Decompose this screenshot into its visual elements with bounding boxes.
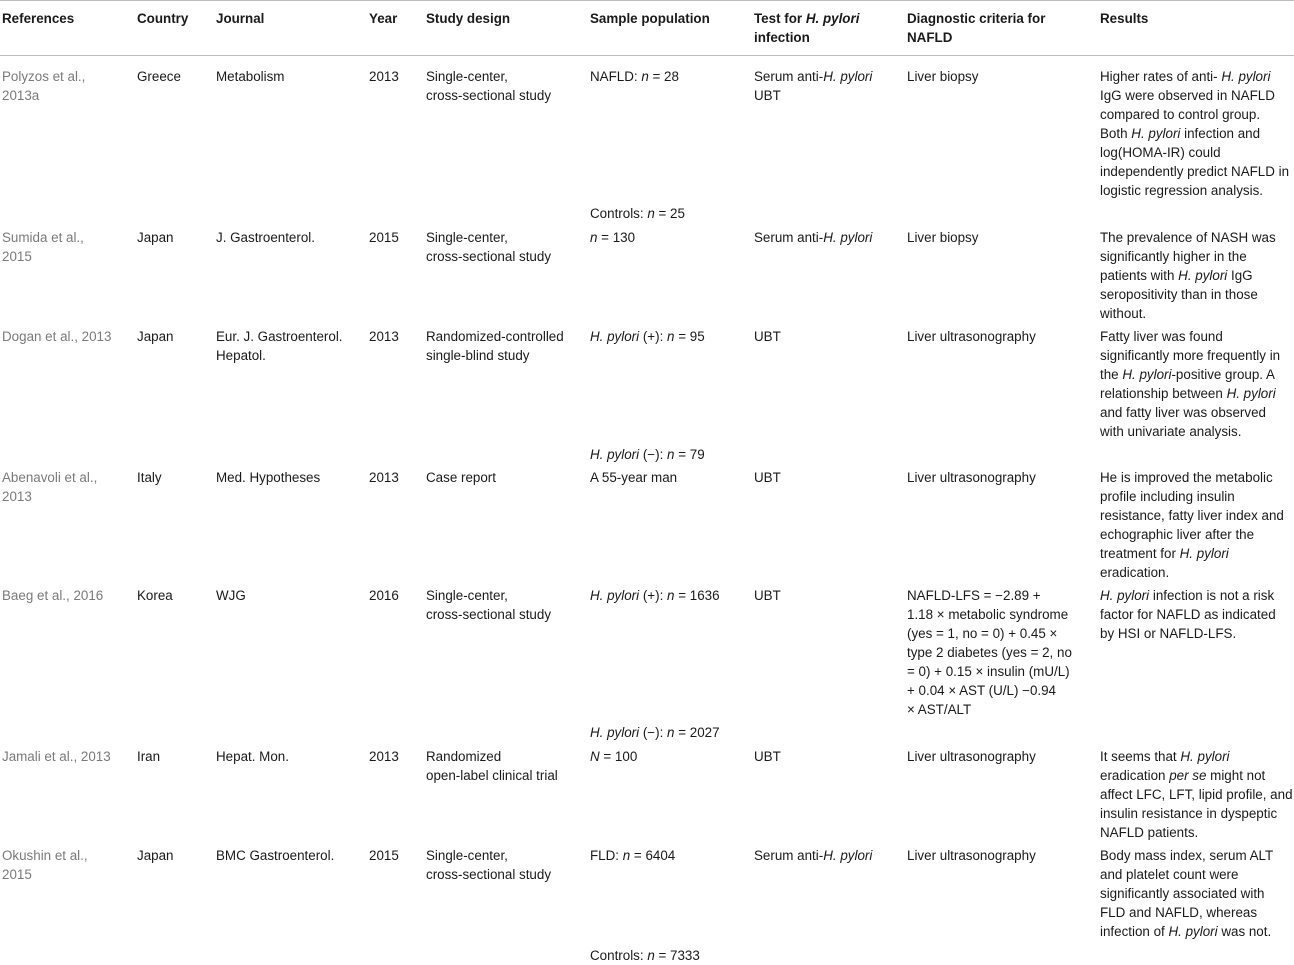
- results-line-segment: independently predict NAFLD in: [1100, 164, 1290, 179]
- results-line-segment: logistic regression analysis.: [1100, 183, 1263, 198]
- sample-population-line-segment: N: [590, 749, 600, 764]
- study-design-line: Randomized: [426, 749, 502, 764]
- test-cell: [754, 228, 872, 247]
- sample-population-cell: [590, 586, 720, 605]
- results-line-segment: H. pylori: [1122, 367, 1172, 382]
- header-diagnostic-line2: NAFLD: [907, 30, 953, 45]
- sample-population-line: [590, 228, 635, 247]
- sample-population-cell: [590, 747, 637, 766]
- sample-population-secondary-line: [590, 204, 685, 223]
- results-line: [1100, 422, 1280, 441]
- diagnostic-line-segment: Liver biopsy: [907, 69, 979, 84]
- results-line-segment: might not: [1206, 768, 1266, 783]
- test-line: [754, 228, 872, 247]
- sample-population-secondary-line-segment: = 7333: [654, 948, 700, 963]
- sample-population-cell: [590, 846, 675, 865]
- results-line-segment: without.: [1100, 306, 1147, 321]
- test-line-segment: H. pylori: [823, 69, 873, 84]
- reference-cell: [2, 747, 111, 766]
- year-cell: 2013: [369, 69, 399, 84]
- results-cell: [1100, 67, 1289, 200]
- journal-line: J. Gastroenterol.: [216, 230, 315, 245]
- sample-population-line-segment: = 6404: [630, 848, 676, 863]
- results-line: [1100, 247, 1276, 266]
- results-cell: [1100, 228, 1276, 323]
- study-design-line: cross-sectional study: [426, 607, 552, 622]
- results-line: [1100, 605, 1276, 624]
- results-line-segment: IgG: [1227, 268, 1253, 283]
- results-cell: [1100, 327, 1280, 441]
- results-line: [1100, 403, 1280, 422]
- results-line: [1100, 884, 1273, 903]
- results-line-segment: factor for NAFLD as indicated: [1100, 607, 1276, 622]
- header-study-design: Study design: [426, 11, 511, 26]
- results-line-segment: seropositivity than in those: [1100, 287, 1258, 302]
- country-cell: Iran: [137, 749, 161, 764]
- header-country: Country: [137, 11, 189, 26]
- sample-population-line-segment: A 55-year man: [590, 470, 678, 485]
- diagnostic-criteria-cell: [907, 228, 978, 247]
- results-line-segment: Body mass index, serum ALT: [1100, 848, 1274, 863]
- journal-cell: [216, 846, 334, 865]
- reference-line: Polyzos et al.,: [2, 69, 86, 84]
- test-line-segment: UBT: [754, 329, 781, 344]
- reference-cell: [2, 586, 103, 605]
- reference-line: 2013: [2, 489, 32, 504]
- journal-line: Metabolism: [216, 69, 285, 84]
- test-line-segment: Serum anti-: [754, 230, 824, 245]
- reference-line: 2015: [2, 867, 32, 882]
- results-line: [1100, 544, 1284, 563]
- sample-population-line-segment: = 1636: [674, 588, 720, 603]
- results-line-segment: resistance, fatty liver index and: [1100, 508, 1284, 523]
- results-line-segment: eradication: [1100, 768, 1170, 783]
- diagnostic-criteria-cell: [907, 846, 1036, 865]
- results-line: [1100, 525, 1284, 544]
- results-line-segment: patients with: [1100, 268, 1179, 283]
- diagnostic-criteria-cell: [907, 327, 1036, 346]
- journal-cell: [216, 327, 343, 365]
- header-test-part1: Test for: [754, 11, 806, 26]
- diagnostic-criteria-cell: [907, 67, 978, 86]
- results-line-segment: H. pylori: [1131, 126, 1181, 141]
- results-line-segment: H. pylori: [1226, 386, 1276, 401]
- sample-population-line-segment: n: [667, 329, 675, 344]
- diagnostic-line: [907, 747, 1036, 766]
- study-design-line: single-blind study: [426, 348, 530, 363]
- year-cell: 2015: [369, 230, 399, 245]
- journal-line: Eur. J. Gastroenterol.: [216, 329, 343, 344]
- results-line: [1100, 384, 1280, 403]
- sample-population-line-segment: = 100: [599, 749, 638, 764]
- results-line-segment: It seems that: [1100, 749, 1181, 764]
- sample-population-line-segment: = 28: [648, 69, 679, 84]
- diagnostic-line: [907, 586, 1072, 605]
- diagnostic-criteria-cell: [907, 468, 1036, 487]
- reference-line: Okushin et al.,: [2, 848, 88, 863]
- test-line: [754, 67, 872, 86]
- country-cell: Italy: [137, 470, 162, 485]
- results-line: [1100, 67, 1289, 86]
- diagnostic-line-segment: Liver ultrasonography: [907, 749, 1036, 764]
- country-cell: Japan: [137, 230, 174, 245]
- results-line-segment: FLD and NAFLD, whereas: [1100, 905, 1258, 920]
- results-line-segment: Higher rates of anti-: [1100, 69, 1222, 84]
- sample-population-secondary-cell: [590, 445, 705, 464]
- header-sample-population: Sample population: [590, 11, 710, 26]
- sample-population-secondary-line-segment: = 2027: [674, 725, 720, 740]
- results-line-segment: H. pylori: [1221, 69, 1271, 84]
- results-line-segment: was not.: [1217, 924, 1272, 939]
- results-line-segment: insulin resistance in dyspeptic: [1100, 806, 1278, 821]
- sample-population-line: [590, 586, 720, 605]
- test-line-segment: H. pylori: [823, 848, 873, 863]
- sample-population-line-segment: FLD:: [590, 848, 623, 863]
- results-line: [1100, 506, 1284, 525]
- study-design-line: cross-sectional study: [426, 867, 552, 882]
- results-cell: [1100, 747, 1293, 842]
- country-cell: Japan: [137, 329, 174, 344]
- diagnostic-line: [907, 846, 1036, 865]
- results-line-segment: H. pylori: [1178, 268, 1228, 283]
- study-design-line: Case report: [426, 470, 496, 485]
- sample-population-secondary-cell: [590, 723, 720, 742]
- results-line: [1100, 143, 1289, 162]
- results-line: [1100, 624, 1276, 643]
- diagnostic-line: [907, 624, 1072, 643]
- results-line: [1100, 327, 1280, 346]
- diagnostic-line-segment: NAFLD-LFS = −2.89 +: [907, 588, 1041, 603]
- results-cell: [1100, 846, 1273, 941]
- header-test: [754, 9, 859, 47]
- reference-cell: [2, 468, 97, 506]
- reference-line: Abenavoli et al.,: [2, 470, 98, 485]
- test-cell: [754, 747, 781, 766]
- sample-population-cell: [590, 327, 705, 346]
- study-design-line: Single-center,: [426, 69, 508, 84]
- results-line-segment: compared to control group.: [1100, 107, 1261, 122]
- sample-population-line-segment: H. pylori: [590, 329, 640, 344]
- test-line: [754, 327, 781, 346]
- header-test-part3: infection: [754, 30, 810, 45]
- diagnostic-line: [907, 681, 1072, 700]
- sample-population-line: [590, 468, 677, 487]
- test-line: [754, 747, 781, 766]
- results-line-segment: significantly associated with: [1100, 886, 1265, 901]
- results-line-segment: H. pylori: [1100, 588, 1150, 603]
- results-line-segment: profile including insulin: [1100, 489, 1235, 504]
- diagnostic-line-segment: Liver biopsy: [907, 230, 979, 245]
- results-line-segment: Fatty liver was found: [1100, 329, 1223, 344]
- results-line: [1100, 162, 1289, 181]
- diagnostic-line: [907, 605, 1072, 624]
- test-cell: [754, 586, 781, 605]
- sample-population-secondary-line-segment: (−):: [639, 447, 668, 462]
- diagnostic-line: [907, 327, 1036, 346]
- results-line-segment: IgG were observed in NAFLD: [1100, 88, 1275, 103]
- results-line-segment: and fatty liver was observed: [1100, 405, 1266, 420]
- header-diagnostic-line1: Diagnostic criteria for: [907, 11, 1046, 26]
- study-design-cell: [426, 228, 551, 266]
- results-line: [1100, 846, 1273, 865]
- results-line: [1100, 766, 1293, 785]
- sample-population-secondary-line-segment: = 25: [654, 206, 685, 221]
- results-cell: [1100, 586, 1276, 643]
- diagnostic-line-segment: (yes = 1, no = 0) + 0.45 ×: [907, 626, 1058, 641]
- results-line: [1100, 365, 1280, 384]
- results-line-segment: eradication.: [1100, 565, 1170, 580]
- results-line-segment: log(HOMA-IR) could: [1100, 145, 1221, 160]
- results-line: [1100, 181, 1289, 200]
- sample-population-secondary-line-segment: H. pylori: [590, 447, 640, 462]
- reference-line: 2015: [2, 249, 32, 264]
- reference-line: 2013a: [2, 88, 40, 103]
- journal-cell: [216, 586, 246, 605]
- study-design-cell: [426, 327, 564, 365]
- country-cell: Greece: [137, 69, 181, 84]
- results-line: [1100, 747, 1293, 766]
- test-line-segment: Serum anti-: [754, 69, 824, 84]
- results-line-segment: relationship between: [1100, 386, 1227, 401]
- sample-population-line-segment: (+):: [639, 588, 668, 603]
- test-line-segment: H. pylori: [823, 230, 873, 245]
- sample-population-secondary-cell: [590, 946, 700, 965]
- results-line-segment: H. pylori: [1180, 749, 1230, 764]
- sample-population-cell: [590, 67, 679, 86]
- header-year: Year: [369, 11, 398, 26]
- results-line-segment: treatment for: [1100, 546, 1180, 561]
- journal-cell: [216, 228, 315, 247]
- results-line-segment: NAFLD patients.: [1100, 825, 1199, 840]
- journal-line: Hepatol.: [216, 348, 266, 363]
- diagnostic-line: [907, 662, 1072, 681]
- test-line: [754, 846, 872, 865]
- study-design-line: Single-center,: [426, 588, 508, 603]
- year-cell: 2013: [369, 329, 399, 344]
- results-line: [1100, 285, 1276, 304]
- sample-population-line-segment: NAFLD:: [590, 69, 642, 84]
- test-line-segment: Serum anti-: [754, 848, 824, 863]
- year-cell: 2016: [369, 588, 399, 603]
- results-line: [1100, 823, 1293, 842]
- results-line: [1100, 228, 1276, 247]
- results-line-segment: infection is not a risk: [1149, 588, 1275, 603]
- study-design-line: Randomized-controlled: [426, 329, 564, 344]
- study-design-cell: [426, 846, 551, 884]
- results-line: [1100, 563, 1284, 582]
- sample-population-secondary-line-segment: = 79: [674, 447, 705, 462]
- sample-population-line: [590, 846, 675, 865]
- reference-cell: [2, 228, 84, 266]
- results-line: [1100, 804, 1293, 823]
- sample-population-secondary-line-segment: H. pylori: [590, 725, 640, 740]
- year-cell: 2013: [369, 749, 399, 764]
- sample-population-secondary-line-segment: n: [647, 206, 655, 221]
- results-line: [1100, 266, 1276, 285]
- results-line: [1100, 86, 1289, 105]
- study-design-line: Single-center,: [426, 848, 508, 863]
- sample-population-secondary-line: [590, 946, 700, 965]
- results-line-segment: by HSI or NAFLD-LFS.: [1100, 626, 1237, 641]
- year-cell: 2013: [369, 470, 399, 485]
- diagnostic-criteria-cell: [907, 586, 1072, 719]
- results-line-segment: infection of: [1100, 924, 1169, 939]
- sample-population-secondary-line-segment: n: [667, 447, 675, 462]
- diagnostic-criteria-cell: [907, 747, 1036, 766]
- test-line: [754, 586, 781, 605]
- journal-line: Med. Hypotheses: [216, 470, 321, 485]
- sample-population-secondary-line-segment: n: [667, 725, 675, 740]
- reference-cell: [2, 327, 111, 346]
- test-line: [754, 86, 872, 105]
- results-line-segment: Both: [1100, 126, 1132, 141]
- test-cell: [754, 468, 781, 487]
- sample-population-secondary-line-segment: Controls:: [590, 206, 648, 221]
- study-design-cell: [426, 67, 551, 105]
- results-line: [1100, 903, 1273, 922]
- reference-line: Jamali et al., 2013: [2, 749, 111, 764]
- results-line: [1100, 346, 1280, 365]
- journal-line: BMC Gastroenterol.: [216, 848, 335, 863]
- diagnostic-line-segment: Liver ultrasonography: [907, 329, 1036, 344]
- header-references: References: [2, 11, 75, 26]
- results-line-segment: with univariate analysis.: [1100, 424, 1242, 439]
- reference-cell: [2, 846, 88, 884]
- results-line-segment: He is improved the metabolic: [1100, 470, 1273, 485]
- results-line-segment: H. pylori: [1168, 924, 1218, 939]
- diagnostic-line-segment: × AST/ALT: [907, 702, 972, 717]
- header-diagnostic-criteria: [907, 9, 1045, 47]
- header-results: Results: [1100, 11, 1149, 26]
- sample-population-cell: [590, 228, 635, 247]
- results-line: [1100, 865, 1273, 884]
- header-test-part2: H. pylori: [805, 11, 860, 26]
- journal-cell: [216, 468, 320, 487]
- sample-population-line-segment: n: [590, 230, 598, 245]
- study-design-line: cross-sectional study: [426, 249, 552, 264]
- results-line-segment: The prevalence of NASH was: [1100, 230, 1276, 245]
- results-line: [1100, 124, 1289, 143]
- sample-population-line-segment: (+):: [639, 329, 668, 344]
- results-line-segment: significantly higher in the: [1100, 249, 1247, 264]
- study-design-line: Single-center,: [426, 230, 508, 245]
- results-line-segment: and platelet count were: [1100, 867, 1239, 882]
- sample-population-line-segment: n: [641, 69, 649, 84]
- sample-population-secondary-line: [590, 445, 705, 464]
- diagnostic-line-segment: type 2 diabetes (yes = 2, no: [907, 645, 1072, 660]
- journal-cell: [216, 67, 284, 86]
- results-line-segment: the: [1100, 367, 1123, 382]
- diagnostic-line-segment: = 0) + 0.15 × insulin (mU/L): [907, 664, 1070, 679]
- test-line-segment: UBT: [754, 88, 781, 103]
- year-cell: 2015: [369, 848, 399, 863]
- results-line: [1100, 922, 1273, 941]
- results-line: [1100, 785, 1293, 804]
- sample-population-line-segment: n: [667, 588, 675, 603]
- diagnostic-line: [907, 643, 1072, 662]
- test-line-segment: UBT: [754, 470, 781, 485]
- country-cell: Japan: [137, 848, 174, 863]
- results-line-segment: affect LFC, LFT, lipid profile, and: [1100, 787, 1293, 802]
- sample-population-secondary-cell: [590, 204, 685, 223]
- test-line: [754, 468, 781, 487]
- reference-line: Sumida et al.,: [2, 230, 84, 245]
- sample-population-secondary-line: [590, 723, 720, 742]
- sample-population-line-segment: = 130: [597, 230, 636, 245]
- results-line: [1100, 487, 1284, 506]
- diagnostic-line: [907, 700, 1072, 719]
- test-cell: [754, 846, 872, 865]
- sample-population-secondary-line-segment: Controls:: [590, 948, 648, 963]
- diagnostic-line-segment: + 0.04 × AST (U/L) −0.94: [907, 683, 1057, 698]
- country-cell: Korea: [137, 588, 173, 603]
- sample-population-secondary-line-segment: n: [647, 948, 655, 963]
- diagnostic-line-segment: 1.18 × metabolic syndrome: [907, 607, 1069, 622]
- diagnostic-line: [907, 468, 1036, 487]
- diagnostic-line-segment: Liver ultrasonography: [907, 470, 1036, 485]
- diagnostic-line: [907, 67, 978, 86]
- results-line-segment: significantly more frequently in: [1100, 348, 1281, 363]
- reference-cell: [2, 67, 85, 105]
- sample-population-line: [590, 327, 705, 346]
- test-cell: [754, 327, 781, 346]
- journal-line: WJG: [216, 588, 246, 603]
- journal-line: Hepat. Mon.: [216, 749, 289, 764]
- study-design-line: open-label clinical trial: [426, 768, 558, 783]
- sample-population-line-segment: = 95: [674, 329, 705, 344]
- sample-population-line: [590, 67, 679, 86]
- sample-population-secondary-line-segment: (−):: [639, 725, 668, 740]
- results-line-segment: per se: [1169, 768, 1207, 783]
- reference-line: Dogan et al., 2013: [2, 329, 112, 344]
- reference-line: Baeg et al., 2016: [2, 588, 104, 603]
- results-line: [1100, 586, 1276, 605]
- test-line-segment: UBT: [754, 588, 781, 603]
- study-design-cell: [426, 468, 496, 487]
- sample-population-cell: [590, 468, 677, 487]
- results-line: [1100, 105, 1289, 124]
- results-cell: [1100, 468, 1284, 582]
- study-design-cell: [426, 747, 558, 785]
- results-line-segment: infection and: [1180, 126, 1261, 141]
- results-line-segment: echographic liver after the: [1100, 527, 1255, 542]
- sample-population-line-segment: H. pylori: [590, 588, 640, 603]
- test-cell: [754, 67, 872, 105]
- results-line: [1100, 304, 1276, 323]
- results-line-segment: -positive group. A: [1171, 367, 1275, 382]
- diagnostic-line: [907, 228, 978, 247]
- study-design-cell: [426, 586, 551, 624]
- journal-cell: [216, 747, 289, 766]
- study-design-line: cross-sectional study: [426, 88, 552, 103]
- results-line-segment: H. pylori: [1179, 546, 1229, 561]
- test-line-segment: UBT: [754, 749, 781, 764]
- header-journal: Journal: [216, 11, 265, 26]
- sample-population-line: [590, 747, 637, 766]
- results-line: [1100, 468, 1284, 487]
- diagnostic-line-segment: Liver ultrasonography: [907, 848, 1036, 863]
- sample-population-line-segment: n: [622, 848, 631, 863]
